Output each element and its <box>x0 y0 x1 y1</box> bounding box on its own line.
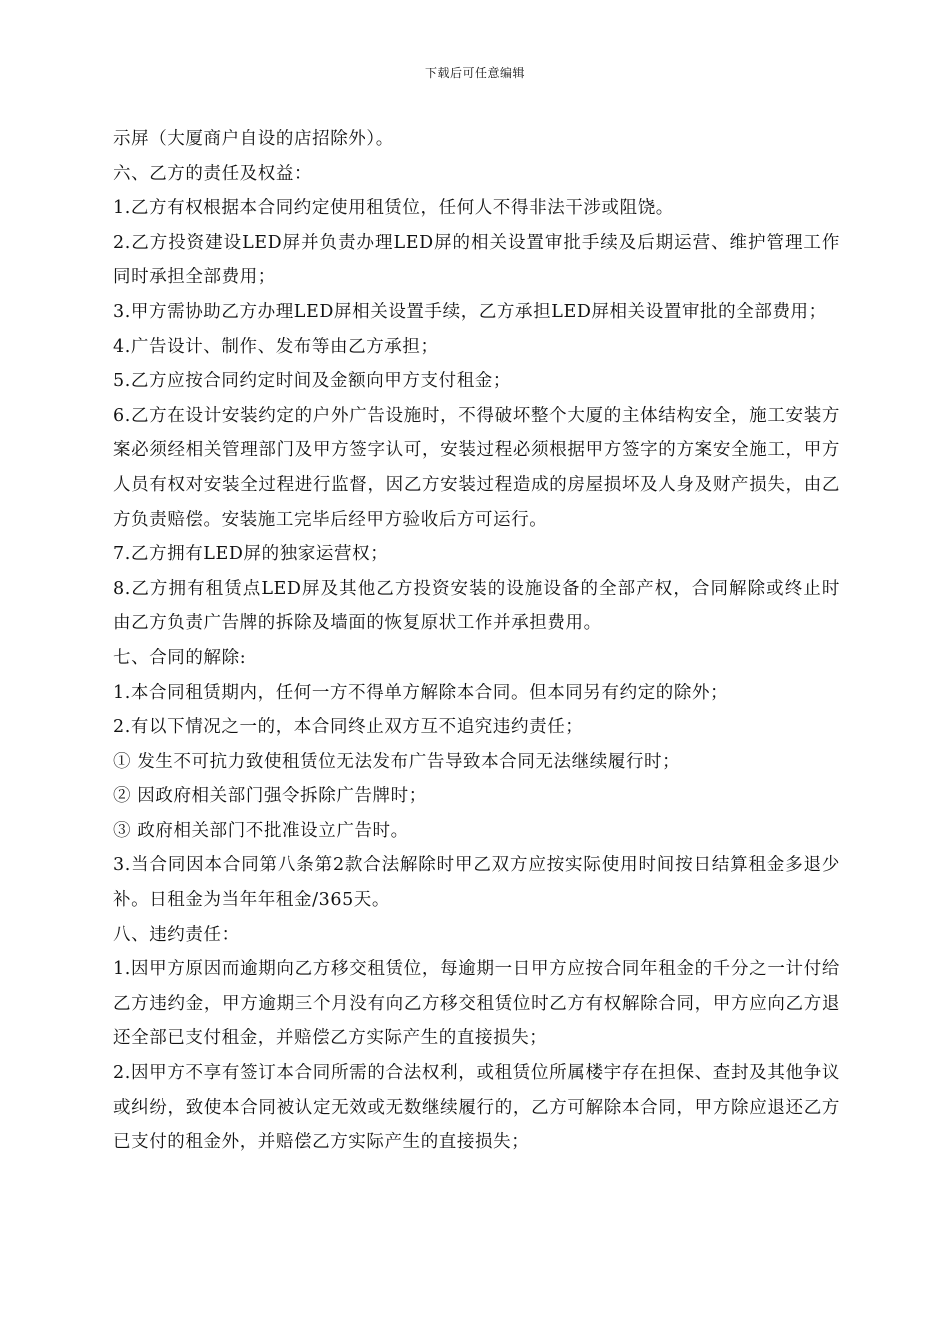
clause-7-1: 1.本合同租赁期内，任何一方不得单方解除本合同。但本同另有约定的除外； <box>113 682 729 703</box>
clause-6-8: 8.乙方拥有租赁点LED屏及其他乙方投资安装的设施设备的全部产权，合同解除或终止时由乙方负责广告牌的拆除及墙面的恢复原状工作并承担费用。 <box>113 578 840 634</box>
clause-6-5: 5.乙方应按合同约定时间及金额向甲方支付租金； <box>113 371 511 392</box>
clause-6-4: 4.广告设计、制作、发布等由乙方承担； <box>113 336 439 357</box>
clause-6-6: 6.乙方在设计安装约定的户外广告设施时，不得破坏整个大厦的主体结构安全，施工安装方案必须经相关管理部门及甲方签字认可，安装过程必须根据甲方签字的方案安全施工，甲方人员有权对安装全过程进行监督，因乙方安装过程造成的房屋损坏及人身及财产损失，由乙方负责赔偿。安装施工完毕后经甲方验收后方可运行。 <box>113 405 840 530</box>
clause-6-2: 2.乙方投资建设LED屏并负责办理LED屏的相关设置审批手续及后期运营、维护管理工作同时承担全部费用； <box>113 232 840 288</box>
clause-6-3: 3.甲方需协助乙方办理LED屏相关设置手续，乙方承担LED屏相关设置审批的全部费用； <box>113 301 827 322</box>
sub-item-1: ① 发生不可抗力致使租赁位无法发布广告导致本合同无法继续履行时； <box>113 751 681 772</box>
clause-6-1: 1.乙方有权根据本合同约定使用租赁位，任何人不得非法干涉或阻饶。 <box>113 198 674 219</box>
clause-7-2: 2.有以下情况之一的，本合同终止双方互不追究违约责任； <box>113 717 584 738</box>
clause-7-3: 3.当合同因本合同第八条第2款合法解除时甲乙双方应按实际使用时间按日结算租金多退少补。日租金为当年年租金/365天。 <box>113 855 840 911</box>
section-heading-eight: 八、违约责任： <box>113 924 240 945</box>
clause-6-7: 7.乙方拥有LED屏的独家运营权； <box>113 544 389 565</box>
document-body <box>113 122 840 1160</box>
sub-item-3: ③ 政府相关部门不批准设立广告时。 <box>113 820 409 841</box>
clause-8-1: 1.因甲方原因而逾期向乙方移交租赁位，每逾期一日甲方应按合同年租金的千分之一计付给乙方违约金，甲方逾期三个月没有向乙方移交租赁位时乙方有权解除合同，甲方应向乙方退还全部已支付租金，并赔偿乙方实际产生的直接损失； <box>113 959 840 1049</box>
page-header: 下载后可任意编辑 <box>424 66 525 80</box>
sub-item-2: ② 因政府相关部门强令拆除广告牌时； <box>113 786 427 807</box>
section-heading-seven: 七、合同的解除: <box>113 647 247 668</box>
clause-8-2: 2.因甲方不享有签订本合同所需的合法权利，或租赁位所属楼宇存在担保、查封及其他争议或纠纷，致使本合同被认定无效或无数继续履行的，乙方可解除本合同，甲方除应退还乙方已支付的租金外，并赔偿乙方实际产生的直接损失； <box>113 1063 840 1153</box>
section-heading-six: 六、乙方的责任及权益： <box>113 163 313 184</box>
paragraph-screen-exception: 示屏（大厦商户自设的店招除外）。 <box>113 129 394 149</box>
